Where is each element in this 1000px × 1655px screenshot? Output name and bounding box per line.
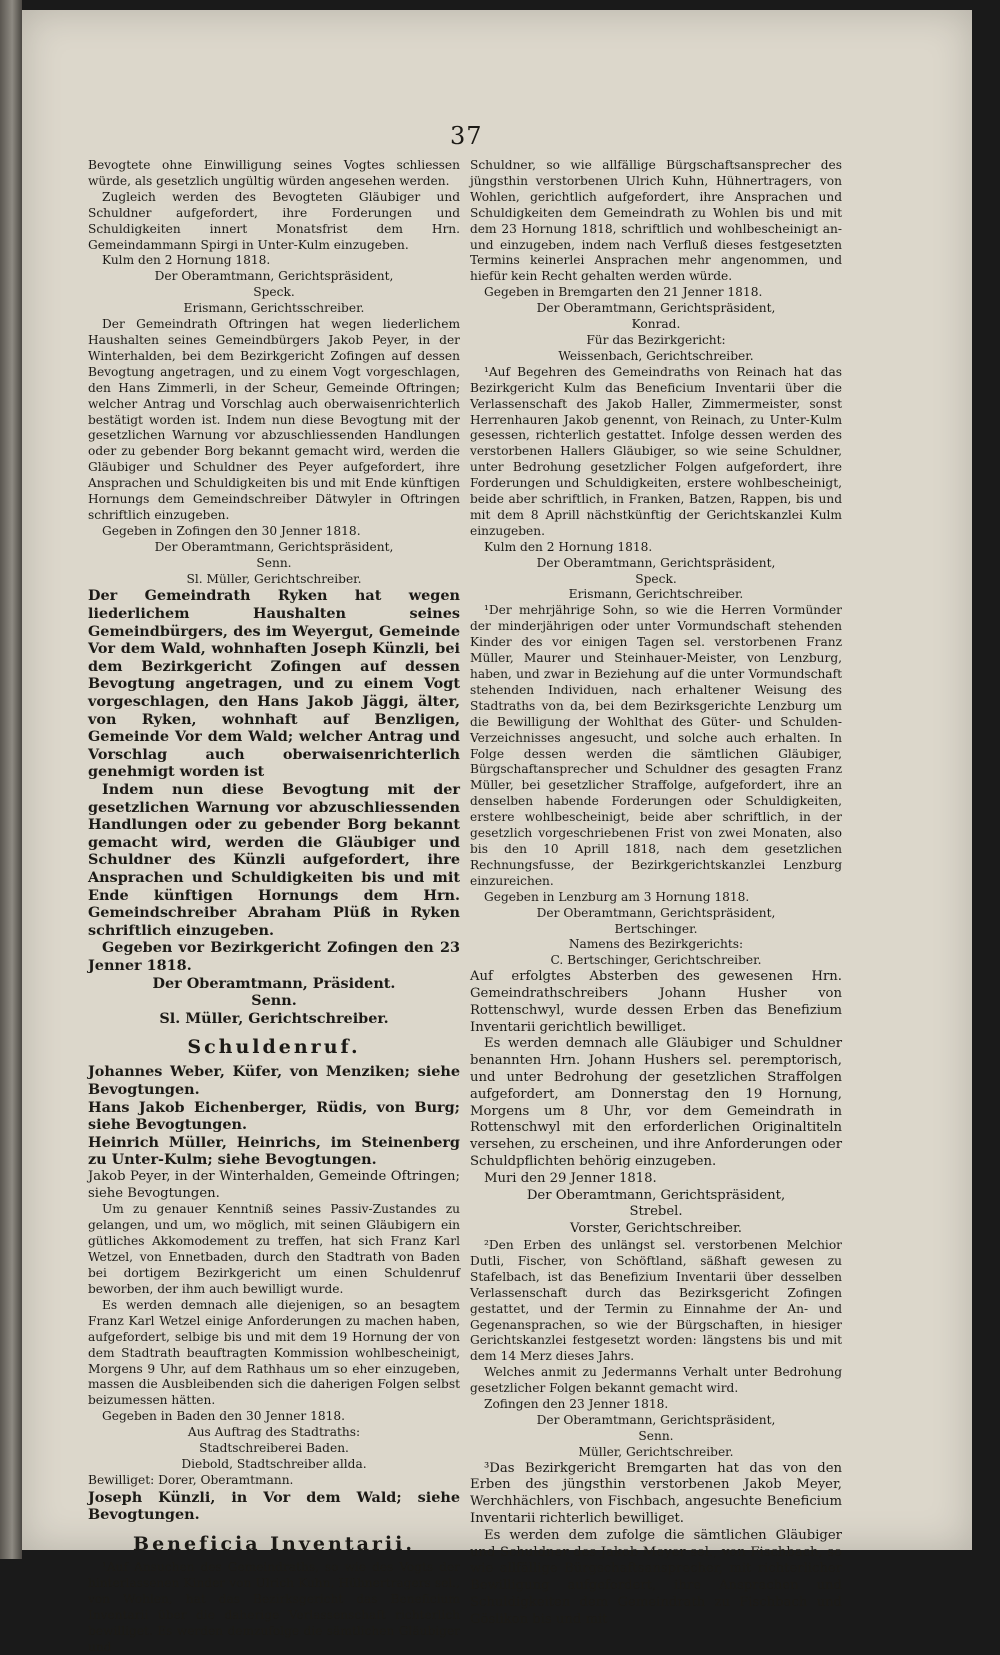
notice-paragraph: ¹Der mehrjährige Sohn, so wie die Herren Vormünder der minderjährigen oder unter Vormundschaft stehenden Kinder des vor einigen Tagen sel. verstorbenen Franz Müller, Maurer und Steinhauer-Meister, von Lenzburg, haben, und zwar in Beziehung auf die unter Vormundschaft stehenden Individuen, nach erhaltener Weisung des Stadtraths von da, bei dem Bezirksgerichte Lenzburg um die Bewilligung der Wohlthat des Güter- und Schulden-Verzeichnisses angesucht, und solche auch erhalten. In Folge dessen werden die sämtlichen Gläubiger, Bürgschaftansprecher und Schuldner des gesagten Franz Müller, bei gesetzlicher Straffolge, aufgefordert, ihre an denselben habende Forderungen oder Schuldigkeiten, erstere wohlbescheinigt, beide aber schriftlich, in der gesetzlich vorgeschriebenen Frist von zwei Monaten, also bis den 10 Aprill 1818, nach dem gesetzlichen Rechnungsfusse, der Bezirkgerichtskanzlei Lenzburg einzureichen. [470, 603, 842, 888]
notice-paragraph: Um zu genauer Kenntniß seines Passiv-Zustandes zu gelangen, und um, wo möglich, mit seinen Gläubigern ein gütliches Akkomodement zu treffen, hat sich Franz Karl Wetzel, von Ennetbaden, durch den Stadtrath von Baden bei dortigem Bezirkgericht um einen Schuldenruf beworben, der ihm auch bewilligt wurde. [88, 1202, 460, 1296]
signature-line: Konrad. [631, 317, 681, 332]
notice-paragraph: Gegeben in Bremgarten den 21 Jenner 1818. [484, 285, 763, 300]
notice-paragraph: Schuldner, so wie allfällige Bürgschaftsansprecher des jüngsthin verstorbenen Ulrich Kuhn, Hühnertragers, von Wohlen, gerichtlich aufgefordert, ihre Ansprachen und Schuldigkeiten dem Gemeindrath zu Wohlen bis und mit dem 23 Hornung 1818, schriftlich und wohlbescheinigt an- und einzugeben, indem nach Verfluß dieses festgesetzten Termins keinerlei Ansprachen mehr angenommen, und hiefür kein Recht gehalten werden würde. [470, 158, 842, 284]
signature-line: Sl. Müller, Gerichtschreiber. [159, 1009, 389, 1027]
signature-line: Namens des Bezirkgerichts: [568, 937, 744, 952]
signature-line: Der Oberamtmann, Gerichtspräsident, [154, 539, 394, 554]
notice-paragraph: ²Den Erben des unlängst sel. verstorbenen Melchior Dutli, Fischer, von Schöftland, säßhaft gewesen zu Stafelbach, ist das Benefizium Inventarii über desselben Verlassenschaft durch das Bezirksgericht Zofingen gestattet, und der Termin zu Einnahme der An- und Gegenansprachen, so wie der Bürgschaften, in hiesiger Gerichtskanzlei festgesetzt worden: längstens bis und mit dem 14 Merz dieses Jahrs. [470, 1237, 842, 1364]
signature-line: Stadtschreiberei Baden. [199, 1441, 349, 1456]
notice-paragraph: Der Gemeindrath Ryken hat wegen liederlichem Haushalten seines Gemeindbürgers, des im Weyergut, Gemeinde Vor dem Wald, wohnhaften Joseph Künzli, bei dem Bezirkgericht Zofingen auf dessen Bevogtung angetragen, und zu einem Vogt vorgeschlagen, den Hans Jakob Jäggi, älter, von Ryken, wohnhaft auf Benzligen, Gemeinde Vor dem Wald; welcher Antrag und Vorschlag auch oberwaisenrichterlich genehmigt worden ist [88, 587, 460, 781]
notice-paragraph: Heinrich Müller, Heinrichs, im Steinenberg zu Unter-Kulm; siehe Bevogtungen. [88, 1133, 460, 1169]
signature-line: Der Oberamtmann, Gerichtspräsident, [536, 301, 776, 316]
notice-paragraph: Es werden dem zufolge die sämtlichen Gläubiger und Schuldner des Jakob Meyer sel., von Fischbach, so wie allfällige Bürgschaftsansprecher, mit richterlicher Bewilligung aufgefordert, ihre Ansprachen und Schuldigkeiten dem Gemeindrath zu Fischbach und Göslikon bis und mit [470, 1527, 842, 1627]
notice-paragraph: Zofingen den 23 Jenner 1818. [484, 1397, 669, 1412]
notice-paragraph: Jakob Peyer, in der Winterhalden, Gemeinde Oftringen; siehe Bevogtungen. [88, 1168, 460, 1201]
notice-paragraph: Muri den 29 Jenner 1818. [484, 1170, 657, 1186]
signature-line: Aus Auftrag des Stadtraths: [187, 1425, 361, 1440]
notice-paragraph: Kulm den 2 Hornung 1818. [484, 539, 653, 554]
signature-line: Diebold, Stadtschreiber allda. [181, 1456, 367, 1471]
signature-line: Erismann, Gerichtschreiber. [568, 587, 744, 602]
notice-paragraph: Es werden demnach alle diejenigen, so an besagtem Franz Karl Wetzel einige Anforderungen zu machen haben, aufgefordert, selbige bis und mit dem 19 Hornung der von dem Stadtrath beauftragten Kommission wohlbescheinigt, Morgens 9 Uhr, auf dem Rathhaus um so eher einzugeben, massen die Ausbleibenden sich die daherigen Folgen selbst beizumessen hätten. [88, 1297, 460, 1408]
notice-paragraph: Der Gemeindrath Oftringen hat wegen liederlichem Haushalten seines Gemeindbürgers Jakob Peyer, in der Winterhalden, bei dem Bezirkgericht Zofingen auf dessen Bevogtung angetragen, und zu einem Vogt vorgeschlagen, den Hans Zimmerli, in der Scheur, Gemeinde Oftringen; welcher Antrag und Vorschlag auch oberwaisenrichterlich bestätigt worden ist. Indem nun diese Bevogtung mit der gesetzlichen Warnung vor abzuschliessenden Handlungen oder zu gebender Borg bekannt gemacht wird, werden die Gläubiger und Schuldner des Peyer aufgefordert, ihre Ansprachen und Schuldigkeiten bis und mit Ende künftigen Hornungs dem Gemeindschreiber Dätwyler in Oftringen schriftlich einzugeben. [88, 317, 460, 522]
section-heading: Schuldenruf. [187, 1036, 361, 1059]
signature-line: Müller, Gerichtschreiber. [578, 1444, 734, 1459]
signature-line: Der Oberamtmann, Gerichtspräsident, [536, 905, 776, 920]
signature-line: C. Bertschinger, Gerichtschreiber. [550, 953, 762, 968]
section-heading: Beneficia Inventarii. [133, 1532, 415, 1555]
signature-line: Speck. [253, 285, 295, 300]
notice-paragraph: ¹Auf Ansuchen des Gemeindraths, so wie des Vogts der hinterlassenen Kinder von Ulrich Kuhn, Hühnertragers sel., von Wohlen, hat das Bezirksgericht das Beneficium Inventarii über die daherige Verlassenschaft richterlich bewilliget. Es werden demzufolge die sämtlichen Gläubiger und [88, 1559, 460, 1654]
notice-paragraph: ¹Auf Begehren des Gemeindraths von Reinach hat das Bezirkgericht Kulm das Beneficium Inventarii über die Verlassenschaft des Jakob Haller, Zimmermeister, sonst Herrenhauren Jakob genennt, von Reinach, zu Unter-Kulm gesessen, richterlich gestattet. Infolge dessen werden des verstorbenen Hallers Gläubiger, so wie seine Schuldner, unter Bedrohung gesetzlicher Folgen aufgefordert, ihre Forderungen und Schuldigkeiten, erstere wohlbescheinigt, beide aber schriftlich, in Franken, Batzen, Rappen, bis und mit dem 8 Aprill nächstkünftig der Gerichtskanzlei Kulm einzugeben. [470, 364, 842, 538]
page-number: 37 [450, 122, 483, 150]
notice-paragraph: Kulm den 2 Hornung 1818. [102, 253, 271, 268]
notice-paragraph: Bewilliget: Dorer, Oberamtmann. [88, 1472, 294, 1487]
signature-line: Erismann, Gerichtsschreiber. [183, 301, 365, 316]
signature-line: Vorster, Gerichtschreiber. [570, 1221, 742, 1237]
signature-line: Der Oberamtmann, Präsident. [152, 974, 396, 992]
left-column [88, 158, 460, 1655]
notice-paragraph: ³Das Bezirkgericht Bremgarten hat das von den Erben des jüngsthin verstorbenen Jakob Meyer, Werchhächlers, von Fischbach, angesuchte Beneficium Inventarii richterlich bewilliget. [470, 1460, 842, 1527]
signature-line: Der Oberamtmann, Gerichtspräsident, [536, 555, 776, 570]
signature-line: Senn. [638, 1428, 674, 1443]
signature-line: Senn. [251, 992, 297, 1010]
signature-line: Weissenbach, Gerichtschreiber. [558, 348, 754, 363]
signature-line: Speck. [635, 571, 677, 586]
signature-line: Bertschinger. [614, 921, 698, 936]
signature-line: Der Oberamtmann, Gerichtspräsident, [154, 269, 394, 284]
signature-line: Sl. Müller, Gerichtschreiber. [186, 571, 362, 586]
signature-line: Senn. [256, 555, 292, 570]
signature-line: Für das Bezirkgericht: [586, 332, 726, 347]
notice-paragraph: Hans Jakob Eichenberger, Rüdis, von Burg; siehe Bevogtungen. [88, 1098, 460, 1134]
notice-paragraph: Gegeben vor Bezirkgericht Zofingen den 23 Jenner 1818. [88, 939, 460, 974]
notice-paragraph: Es werden demnach alle Gläubiger und Schuldner benannten Hrn. Johann Hushers sel. peremptorisch, und unter Bedrohung der gesetzlichen Straffolgen aufgefordert, am Donnerstag den 19 Hornung, Morgens um 8 Uhr, vor dem Gemeindrath in Rottenschwyl mit den erforderlichen Originaltiteln versehen, zu erscheinen, und ihre Anforderungen oder Schuldpflichten behörig einzugeben. [470, 1036, 842, 1169]
notice-paragraph: Zugleich werden des Bevogteten Gläubiger und Schuldner aufgefordert, ihre Forderungen und Schuldigkeiten innert Monatsfrist dem Hrn. Gemeindammann Spirgi in Unter-Kulm einzugeben. [88, 189, 460, 252]
signature-line: Der Oberamtmann, Gerichtspräsident, [526, 1187, 786, 1203]
notice-paragraph: Auf erfolgtes Absterben des gewesenen Hrn. Gemeindrathschreibers Johann Husher von Rottenschwyl, wurde dessen Erben das Benefizium Inventarii gerichtlich bewilliget. [470, 969, 842, 1035]
notice-paragraph: Gegeben in Zofingen den 30 Jenner 1818. [102, 523, 361, 538]
notice-paragraph: Welches anmit zu Jedermanns Verhalt unter Bedrohung gesetzlicher Folgen bekannt gemacht wird. [470, 1365, 842, 1396]
newspaper-page [22, 10, 972, 1654]
notice-paragraph: Gegeben in Lenzburg am 3 Hornung 1818. [484, 889, 750, 904]
notice-paragraph: Indem nun diese Bevogtung mit der gesetzlichen Warnung vor abzuschliessenden Handlungen oder zu gebender Borg bekannt gemacht wird, werden die Gläubiger und Schuldner des Künzli aufgefordert, ihre Ansprachen und Schuldigkeiten bis und mit Ende künftigen Hornungs dem Hrn. Gemeindschreiber Abraham Plüß in Ryken schriftlich einzugeben. [88, 781, 460, 939]
notice-paragraph: Johannes Weber, Küfer, von Menziken; siehe Bevogtungen. [88, 1063, 460, 1098]
book-spine-edge [0, 0, 22, 1559]
right-column [470, 158, 842, 1629]
notice-paragraph: Gegeben in Baden den 30 Jenner 1818. [102, 1409, 346, 1424]
notice-paragraph: Bevogtete ohne Einwilligung seines Vogtes schliessen würde, als gesetzlich ungültig würden angesehen werden. [88, 158, 460, 188]
signature-line: Der Oberamtmann, Gerichtspräsident, [536, 1412, 776, 1427]
notice-paragraph: Joseph Künzli, in Vor dem Wald; siehe Bevogtungen. [88, 1488, 460, 1524]
signature-line: Strebel. [629, 1204, 683, 1220]
